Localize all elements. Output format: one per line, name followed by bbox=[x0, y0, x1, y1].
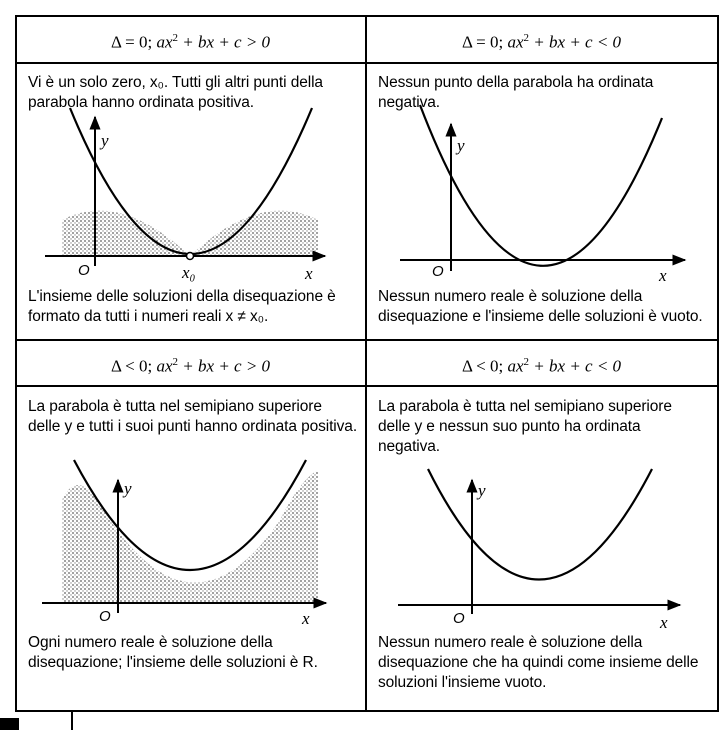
parabola bbox=[420, 105, 662, 266]
cell-4-solution-text: Nessun numero reale è soluzione della disequazione che ha quindi come insieme delle soluzioni l'insieme vuoto. bbox=[378, 634, 699, 691]
cell-4-description: La parabola è tutta nel semipiano superiore delle y e nessun suo punto ha ordinata negativa. bbox=[378, 398, 672, 455]
origin-label: O bbox=[99, 608, 111, 625]
origin-label: O bbox=[432, 263, 444, 280]
x-axis-label: x bbox=[305, 264, 313, 283]
exponent: 2 bbox=[523, 356, 530, 368]
graph-cell-3 bbox=[42, 460, 326, 628]
solution-shading bbox=[62, 470, 318, 603]
y-axis-label: y bbox=[457, 136, 465, 155]
exponent: 2 bbox=[523, 32, 530, 44]
x0-label: x₀ bbox=[182, 263, 196, 282]
solution-shading bbox=[62, 211, 318, 256]
term-rest: + bx + c > 0 bbox=[178, 356, 271, 376]
delta-condition: Δ < 0; bbox=[110, 356, 153, 376]
delta-condition: Δ = 0; bbox=[110, 32, 153, 52]
term-ax: ax bbox=[507, 356, 524, 376]
cell-1-description: Vi è un solo zero, x₀. Tutti gli altri punti della parabola hanno ordinata positiva. bbox=[28, 74, 323, 111]
cell-3-solution-text: Ogni numero reale è soluzione della disequazione; l'insieme delle soluzioni è R. bbox=[28, 634, 318, 671]
scan-mark-left bbox=[0, 718, 19, 730]
term-ax: ax bbox=[507, 32, 524, 52]
cell-2-description: Nessun punto della parabola ha ordinata negativa. bbox=[378, 74, 654, 111]
origin-label: O bbox=[78, 262, 90, 279]
x-axis-label: x bbox=[659, 266, 667, 285]
x-axis-label: x bbox=[302, 609, 310, 628]
zero-point-marker bbox=[187, 253, 194, 260]
parabola bbox=[428, 469, 652, 580]
x-axis-label: x bbox=[660, 613, 668, 632]
term-ax: ax bbox=[156, 356, 173, 376]
term-rest: + bx + c < 0 bbox=[529, 356, 622, 376]
graph-cell-4 bbox=[398, 469, 680, 632]
delta-condition: Δ < 0; bbox=[461, 356, 504, 376]
exponent: 2 bbox=[172, 356, 179, 368]
cell-2-solution-text: Nessun numero reale è soluzione della disequazione e l'insieme delle soluzioni è vuoto. bbox=[378, 288, 703, 325]
graph-cell-2 bbox=[400, 105, 685, 285]
exponent: 2 bbox=[172, 32, 179, 44]
scan-mark-tick bbox=[71, 712, 73, 730]
y-axis-label: y bbox=[124, 479, 132, 498]
term-ax: ax bbox=[156, 32, 173, 52]
y-axis-label: y bbox=[478, 481, 486, 500]
cell-3-description: La parabola è tutta nel semipiano superiore delle y e tutti i suoi punti hanno ordinata positiva. bbox=[28, 398, 358, 435]
cell-1-solution-text: L'insieme delle soluzioni della disequazione è formato da tutti i numeri reali x ≠ x₀. bbox=[28, 288, 336, 325]
delta-condition: Δ = 0; bbox=[461, 32, 504, 52]
term-rest: + bx + c < 0 bbox=[529, 32, 622, 52]
term-rest: + bx + c > 0 bbox=[178, 32, 271, 52]
origin-label: O bbox=[453, 610, 465, 627]
graph-cell-1 bbox=[45, 108, 325, 283]
y-axis-label: y bbox=[101, 131, 109, 150]
